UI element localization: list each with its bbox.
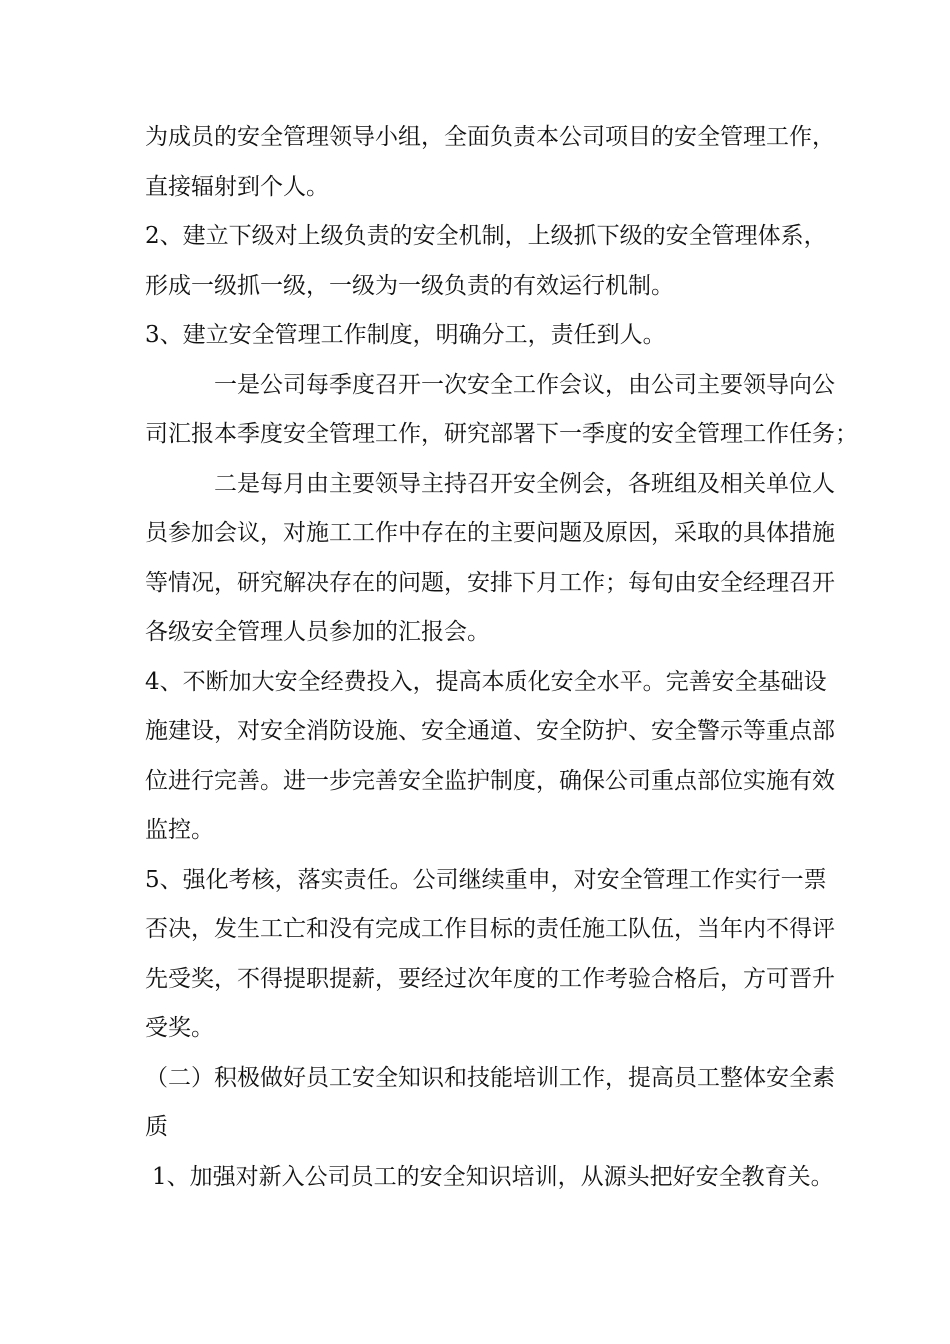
text-line: 一是公司每季度召开一次安全工作会议，由公司主要领导向公 [214, 371, 835, 398]
text-line: 员参加会议，对施工工作中存在的主要问题及原因，采取的具体措施 [145, 520, 835, 546]
text-line: 位进行完善。进一步完善安全监护制度，确保公司重点部位实施有效 [145, 767, 835, 794]
text-line: 否决，发生工亡和没有完成工作目标的责任施工队伍，当年内不得评 [145, 916, 835, 942]
text-line: 直接辐射到个人。 [145, 173, 329, 200]
text-line: 形成一级抓一级，一级为一级负责的有效运行机制。 [145, 272, 674, 299]
text-line: 5、强化考核，落实责任。公司继续重申，对安全管理工作实行一票 [145, 866, 827, 893]
text-line: 二是每月由主要领导主持召开安全例会，各班组及相关单位人 [214, 470, 835, 497]
text-line: 1、加强对新入公司员工的安全知识培训，从源头把好安全教育关。 [152, 1163, 834, 1190]
text-line: 各级安全管理人员参加的汇报会。 [145, 619, 490, 645]
text-line: 为成员的安全管理领导小组，全面负责本公司项目的安全管理工作， [145, 124, 835, 150]
text-line: 监控。 [145, 817, 214, 843]
section-heading-cont: 质 [145, 1114, 168, 1140]
text-line: 4、不断加大安全经费投入，提高本质化安全水平。完善安全基础设 [145, 668, 827, 695]
text-line: 2、建立下级对上级负责的安全机制，上级抓下级的安全管理体系， [145, 223, 827, 249]
text-line: 司汇报本季度安全管理工作，研究部署下一季度的安全管理工作任务； [145, 421, 858, 447]
text-line: 受奖。 [145, 1015, 214, 1041]
text-line: 先受奖，不得提职提薪，要经过次年度的工作考验合格后，方可晋升 [145, 965, 835, 992]
text-line: 等情况，研究解决存在的问题，安排下月工作；每旬由安全经理召开 [145, 569, 835, 596]
section-heading: （二）积极做好员工安全知识和技能培训工作，提高员工整体安全素 [145, 1064, 835, 1091]
text-line: 3、建立安全管理工作制度，明确分工，责任到人。 [145, 322, 666, 348]
text-line: 施建设，对安全消防设施、安全通道、安全防护、安全警示等重点部 [145, 718, 835, 744]
document-body [145, 113, 858, 1202]
